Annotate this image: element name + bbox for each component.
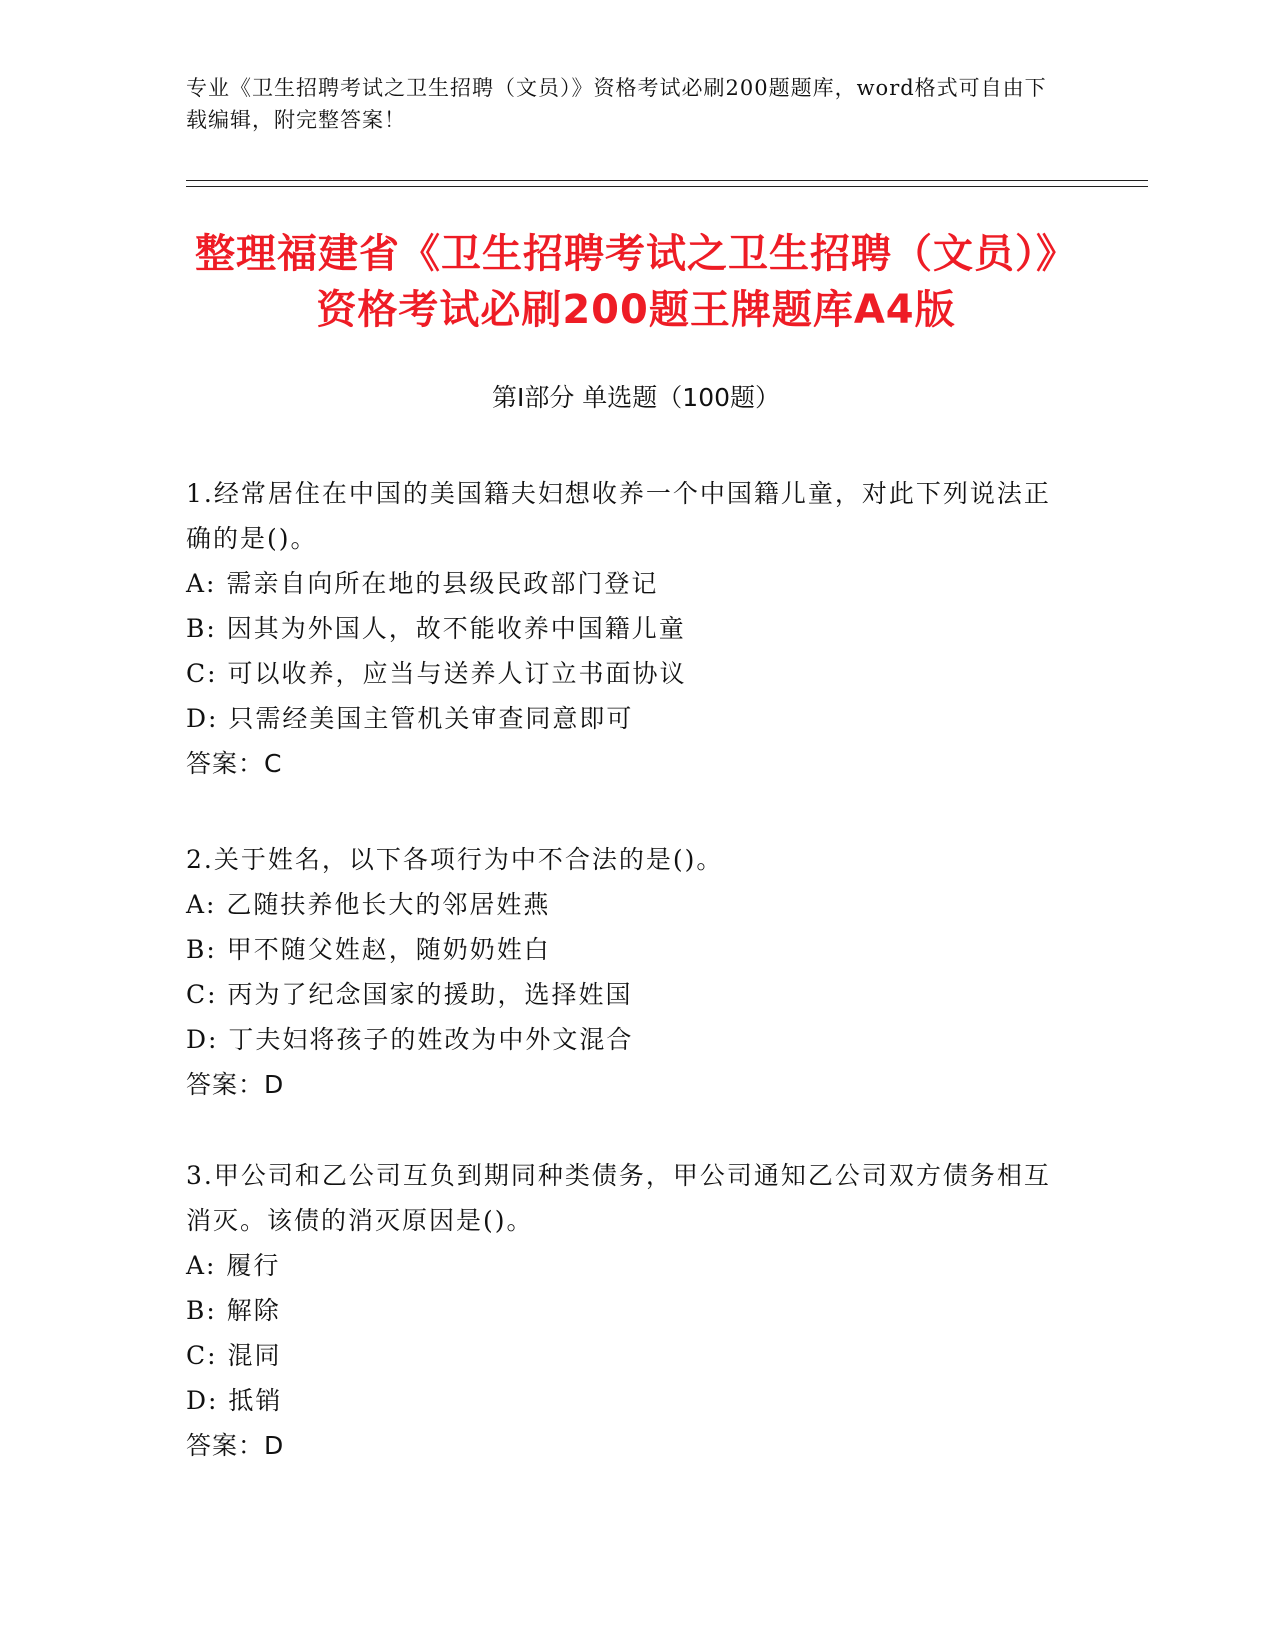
- question-stem: 2.关于姓名，以下各项行为中不合法的是()。: [186, 845, 724, 874]
- section-title: 第Ⅰ部分 单选题（100题）: [491, 383, 781, 412]
- option-a: A: 履行: [186, 1251, 281, 1280]
- answer: 答案：D: [186, 1070, 285, 1099]
- option-c: C: 丙为了纪念国家的援助，选择姓国: [186, 980, 633, 1009]
- question-stem: 1.经常居住在中国的美国籍夫妇想收养一个中国籍儿童，对此下列说法正确的是()。: [186, 479, 1051, 553]
- answer: 答案：D: [186, 1431, 285, 1460]
- question-1: [186, 471, 1066, 786]
- question-3: [186, 1153, 1066, 1468]
- question-stem: 3.甲公司和乙公司互负到期同种类债务，甲公司通知乙公司双方债务相互消灭。该债的消灭原因是()。: [186, 1161, 1051, 1235]
- option-a: A: 需亲自向所在地的县级民政部门登记: [186, 569, 659, 598]
- header-divider-secondary: [186, 186, 1148, 187]
- option-c: C: 可以收养，应当与送养人订立书面协议: [186, 659, 687, 688]
- option-c: C: 混同: [186, 1341, 282, 1370]
- option-d: D: 抵销: [186, 1386, 283, 1415]
- option-d: D: 丁夫妇将孩子的姓改为中外文混合: [186, 1025, 634, 1054]
- option-b: B: 因其为外国人，故不能收养中国籍儿童: [186, 614, 686, 643]
- document-title: 整理福建省《卫生招聘考试之卫生招聘（文员）》资格考试必刷200题王牌题库A4版: [195, 231, 1077, 333]
- option-b: B: 解除: [186, 1296, 281, 1325]
- option-a: A: 乙随扶养他长大的邻居姓燕: [186, 890, 551, 919]
- header-divider: [186, 180, 1148, 181]
- option-b: B: 甲不随父姓赵，随奶奶姓白: [186, 935, 551, 964]
- question-2: [186, 837, 1066, 1107]
- answer: 答案：C: [186, 749, 283, 778]
- header-note: 专业《卫生招聘考试之卫生招聘（文员）》资格考试必刷200题题库，word格式可自由下载编辑，附完整答案！: [186, 76, 1047, 132]
- option-d: D: 只需经美国主管机关审查同意即可: [186, 704, 634, 733]
